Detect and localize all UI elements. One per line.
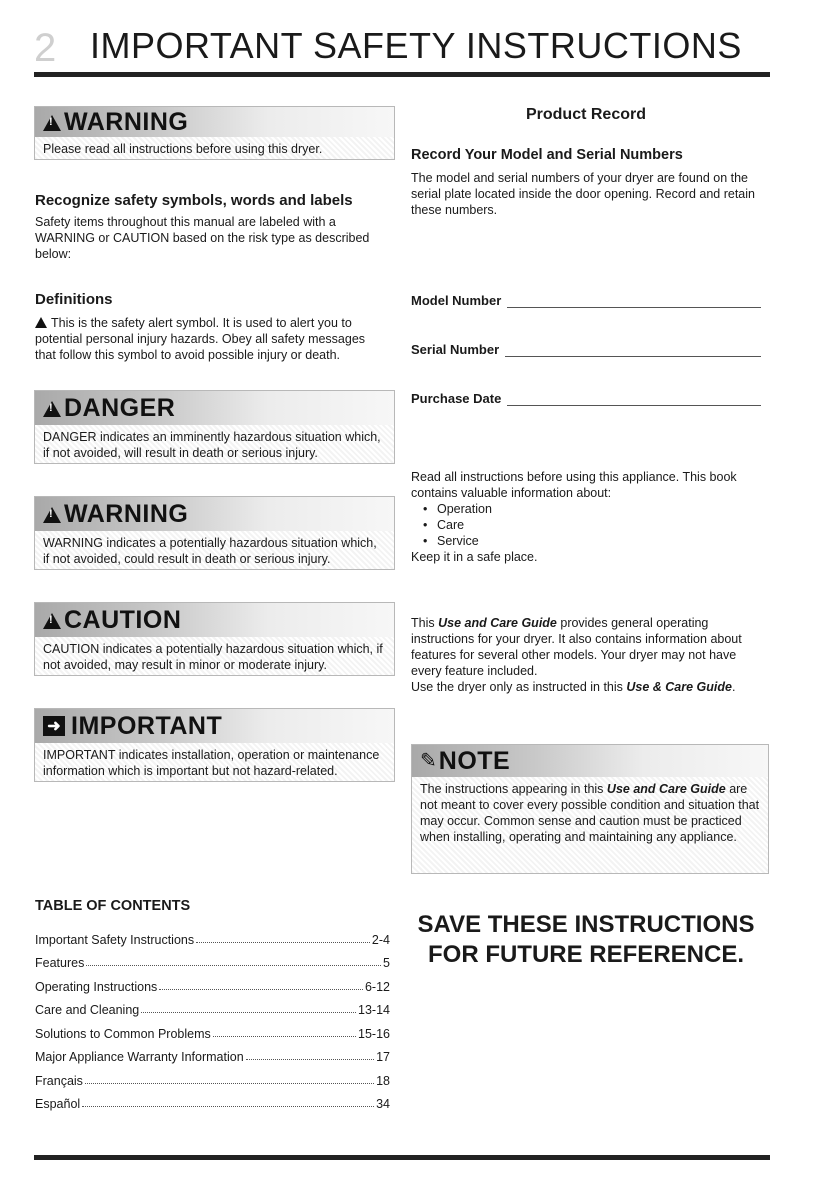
warning-def-box [34,496,395,570]
bullet-item: • Service [437,533,761,549]
warning-top-word: WARNING [64,107,189,136]
warning-def-header [35,497,394,531]
toc-row[interactable] [35,947,390,971]
toc-dots [86,965,381,966]
toc-page: 5 [383,956,390,970]
caution-text: CAUTION indicates a potentially hazardous situation which, if not avoided, may result in minor or moderate injury. [43,642,383,672]
guide-p2-post: . [731,680,736,694]
purchase-date-line[interactable] [507,393,761,406]
warning-triangle-icon [43,401,61,417]
toc-label: Español [35,1097,81,1111]
definitions-text: This is the safety alert symbol. It is used to alert you to potential personal injury hazards. Obey all safety messages that follow this symbol to avoid possible injury or death. [35,316,366,362]
toc-label: Solutions to Common Problems [35,1026,211,1041]
model-number-label: Model Number [411,293,502,308]
toc-dots [85,1083,374,1084]
read-all-block [411,469,761,565]
note-post: are not meant to cover every possible condition and situation that may occur. Common sense and caution must be practiced when installing, operating and maintaining any appliance. [420,782,760,844]
toc-row[interactable] [35,923,390,947]
important-text: IMPORTANT indicates installation, operation or maintenance information which is important but not hazard-related. [43,748,380,778]
note-pre: The instructions appearing in this [420,782,607,796]
guide-p2-pre: Use the dryer only as instructed in this [411,680,627,694]
note-header [412,745,768,777]
caution-header [35,603,394,637]
toc-page: 17 [376,1050,390,1064]
page-title: IMPORTANT SAFETY INSTRUCTIONS [90,25,742,66]
toc-row[interactable] [35,1064,390,1088]
toc-page: 13-14 [358,1003,390,1017]
toc-dots [246,1059,374,1060]
danger-text: DANGER indicates an imminently hazardous situation which, if not avoided, will result in death or serious injury. [43,430,381,460]
warning-top-header [35,107,394,137]
caution-box [34,602,395,676]
danger-box [34,390,395,464]
save-line-1: SAVE THESE INSTRUCTIONS [417,911,755,938]
purchase-date-label: Purchase Date [411,391,502,406]
bullet-item: • Operation [437,501,761,517]
serial-number-label: Serial Number [411,342,500,357]
toc-label: Français [35,1073,83,1088]
read-all-closing: Keep it in a safe place. [411,550,538,564]
note-em: Use and Care Guide [606,782,726,796]
guide-block [411,615,766,695]
footer-rule [34,1155,770,1160]
toc-page: 18 [376,1073,390,1088]
toc-page: 15-16 [358,1026,390,1041]
toc-row[interactable] [35,1017,390,1041]
important-word: IMPORTANT [71,711,223,740]
guide-p1-post: provides general operating instructions for your dryer. It also contains information about features for several other models. Your dryer may not have every feature included. [411,616,742,678]
product-record-text: The model and serial numbers of your dryer are found on the serial plate located inside the door opening. Record and retain these numbers. [411,171,755,217]
save-instructions [411,910,761,970]
save-line-2: FOR FUTURE REFERENCE. [427,941,744,968]
toc-row[interactable] [35,1088,390,1112]
warning-triangle-icon [43,613,61,629]
warning-triangle-icon [43,507,61,523]
serial-number-field[interactable] [411,342,761,357]
serial-number-line[interactable] [505,344,761,357]
toc-label: Important Safety Instructions [35,932,195,947]
important-box [34,708,395,782]
purchase-date-field[interactable] [411,391,761,406]
toc-row[interactable] [35,1041,390,1065]
guide-paragraph-1 [411,615,766,679]
definitions-heading: Definitions [35,291,113,308]
recognize-heading: Recognize safety symbols, words and labels [35,192,353,209]
toc-label: Major Appliance Warranty Information [35,1050,244,1064]
toc-dots [196,942,370,943]
note-text [412,777,768,851]
danger-word: DANGER [64,393,176,422]
model-number-field[interactable] [411,293,761,308]
toc-row[interactable] [35,970,390,994]
model-number-line[interactable] [507,295,761,308]
toc-label: Features [35,956,85,970]
product-record-title: Product Record [525,106,646,123]
guide-paragraph-2 [411,679,766,695]
guide-p1-em: Use and Care Guide [438,616,557,630]
important-header [35,709,394,743]
guide-p1-pre: This [411,616,439,630]
read-all-bullets [411,501,761,549]
toc-row[interactable] [35,994,390,1018]
toc-label: Operating Instructions [35,979,158,994]
danger-header [35,391,394,425]
toc-heading: TABLE OF CONTENTS [35,898,191,914]
toc-list [35,923,390,1111]
product-record-subheading: Record Your Model and Serial Numbers [411,147,683,163]
toc-label: Care and Cleaning [35,1003,140,1017]
guide-p2-em: Use & Care Guide [626,680,732,694]
note-box [411,744,769,874]
warning-top-box [34,106,395,160]
toc-dots [82,1106,374,1107]
page-number: 2 [34,26,57,70]
warning-def-word: WARNING [64,499,189,528]
read-all-text: Read all instructions before using this appliance. This book contains valuable information about: [411,470,737,500]
warning-top-text: Please read all instructions before using this dryer. [43,142,323,156]
header-rule [34,72,770,77]
safety-alert-icon [35,317,47,328]
bullet-item: • Care [437,517,761,533]
arrow-icon: ➜ [43,716,65,736]
toc-page: 6-12 [364,979,390,994]
toc-dots [159,989,363,990]
warning-triangle-icon [43,115,61,131]
note-icon: ✎ [420,750,437,772]
recognize-text: Safety items throughout this manual are labeled with a WARNING or CAUTION based on the risk type as described below: [35,215,370,261]
note-word: NOTE [438,746,511,775]
toc-dots [141,1012,356,1013]
toc-dots [213,1036,356,1037]
definitions-paragraph [35,315,385,363]
caution-word: CAUTION [64,605,182,634]
warning-def-text: WARNING indicates a potentially hazardous situation which, if not avoided, could result in death or serious injury. [43,536,377,566]
toc-page: 2-4 [371,932,390,947]
toc-page: 34 [376,1097,390,1111]
